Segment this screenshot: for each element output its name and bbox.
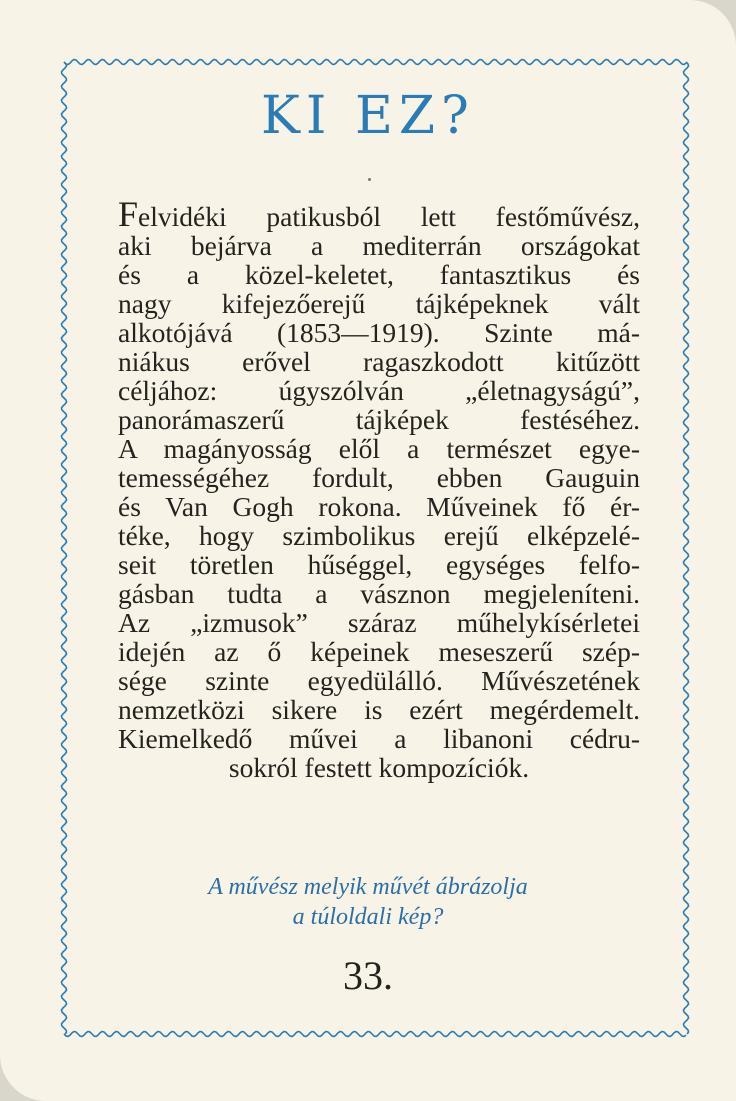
text-line-8: panorámaszerű tájképek festéséhez. [118,404,640,435]
text-line-17: sége szinte egyedülálló. Művészetének [118,665,640,696]
text-line-3: és a közel-keletet, fantasztikus és [118,259,640,290]
center-dot [368,178,371,181]
frame-bottom-edge [64,1031,686,1036]
text-line-6: niákus erővel ragaszkodott kitűzött [118,346,640,377]
text-line-19: Kiemelkedő művei a libanoni cédru- [118,723,640,754]
text-line-15: Az „izmusok” száraz műhelykísérletei [118,607,640,638]
text-line-16: idején az ő képeinek meseszerű szép- [118,636,640,667]
text-line-20: sokról festett kompozíciók. [228,752,530,783]
text-line-14: gásban tudta a vásznon megjeleníteni. [118,578,640,609]
biography-text [118,194,640,783]
text-line-1 [118,194,640,234]
question-line-2: a túloldali kép? [292,904,444,930]
frame-top-edge [64,59,686,64]
text-line-5: alkotójává (1853—1919). Szinte má- [118,317,640,348]
text-line-7: céljához: úgyszólván „életnagyságú”, [118,375,640,406]
text-line-2: aki bejárva a mediterrán országokat [118,230,640,261]
text-line-4: nagy kifejezőerejű tájképeknek vált [118,288,640,319]
text-line-9: A magányosság elől a természet egye- [118,433,640,464]
text-line-12: téke, hogy szimbolikus erejű elképzelé- [118,520,640,551]
drop-cap-letter: F [118,194,139,234]
text-line-11: és Van Gogh rokona. Műveinek fő ér- [118,491,640,522]
quiz-question [0,872,736,932]
text-line-18: nemzetközi sikere is ezért megérdemelt. [118,694,640,725]
text-line-1-rest: elvidéki patikusból lett festőművész, [138,201,640,232]
text-line-10: temességéhez fordult, ebben Gauguin [118,462,640,493]
card-title: KI EZ? [261,86,475,146]
text-line-13: seit töretlen hűséggel, egységes felfo- [118,549,640,580]
card-number: 33. [343,953,393,998]
question-line-1: A művész melyik művét ábrázolja [208,874,528,900]
